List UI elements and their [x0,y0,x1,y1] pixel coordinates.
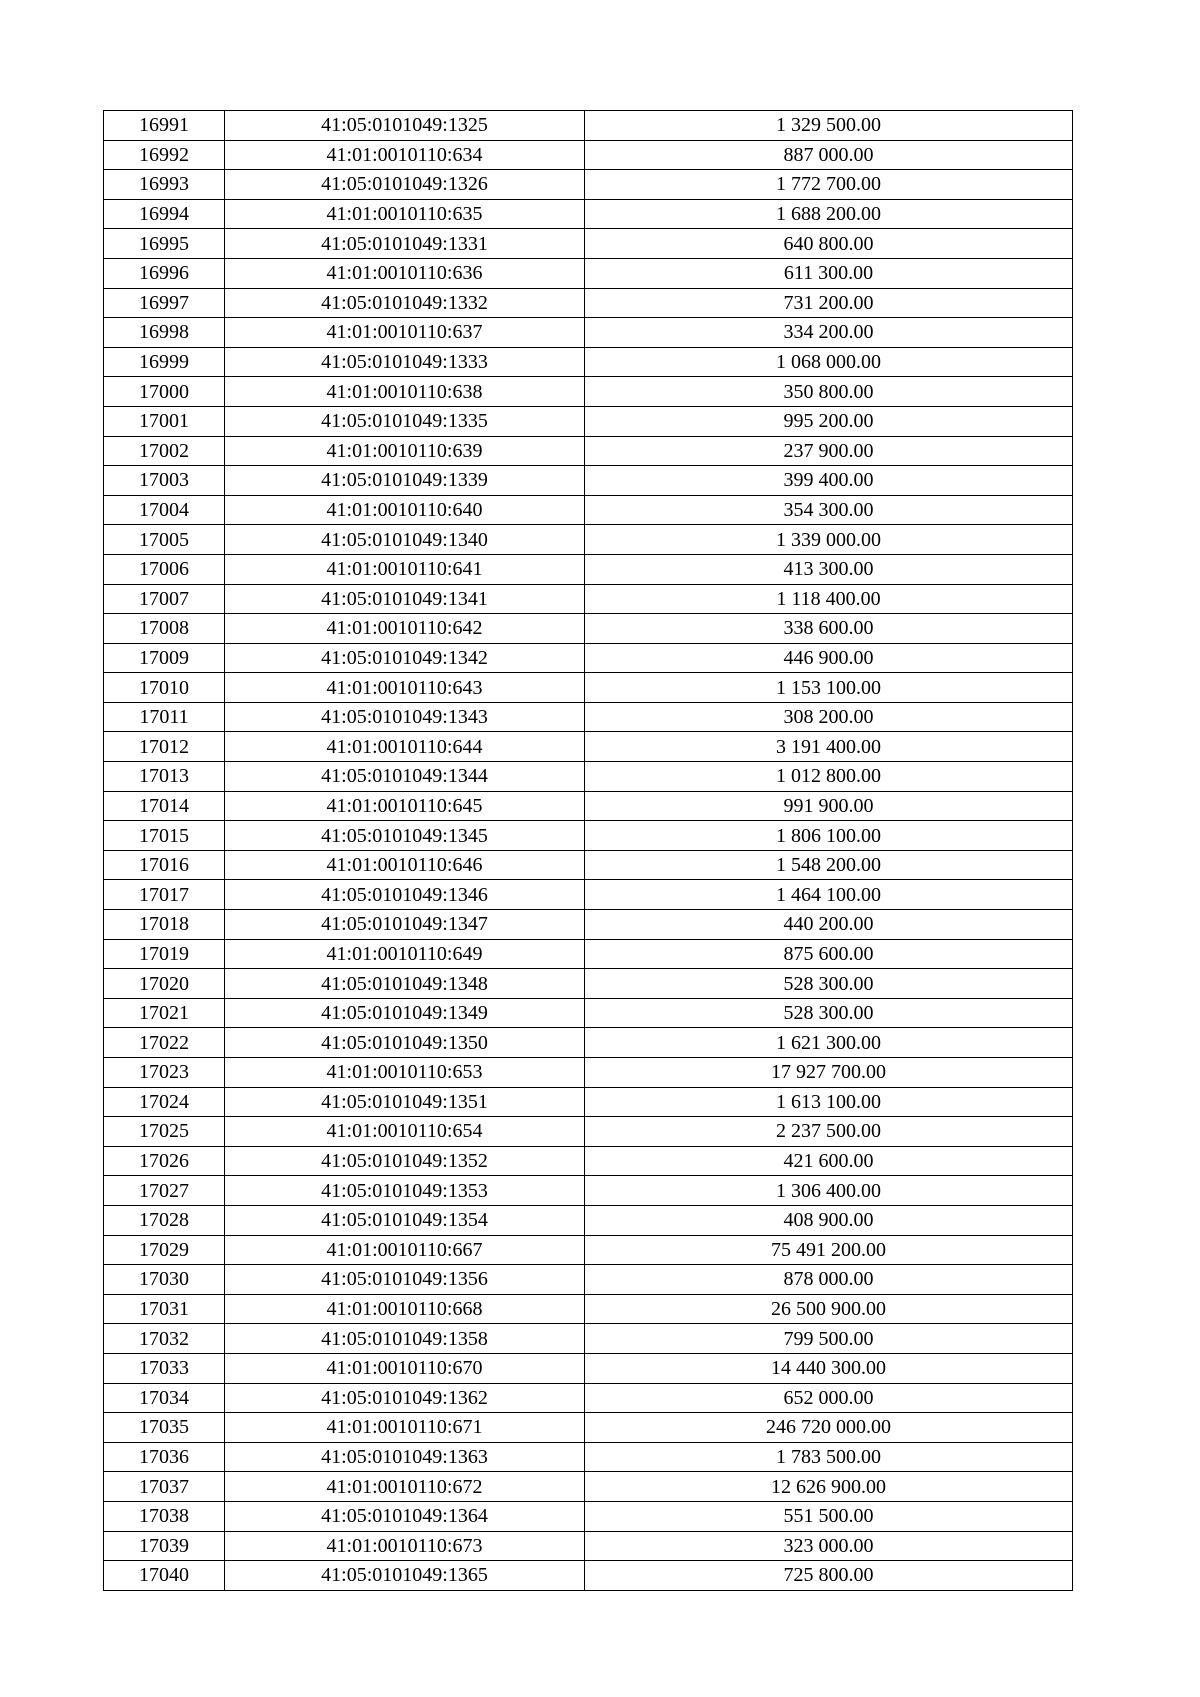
row-number-cell: 16993 [104,170,225,200]
table-row [104,1353,1073,1383]
cadastral-value-cell: 399 400.00 [585,466,1073,496]
table-row [104,1501,1073,1531]
row-number-cell: 17025 [104,1117,225,1147]
table-row [104,436,1073,466]
cadastral-number-cell: 41:05:0101049:1339 [225,466,585,496]
cadastral-number-cell: 41:05:0101049:1353 [225,1176,585,1206]
row-number-cell: 16992 [104,140,225,170]
row-number-cell: 17023 [104,1058,225,1088]
cadastral-number-cell: 41:01:0010110:642 [225,614,585,644]
table-row [104,1324,1073,1354]
row-number-cell: 17011 [104,702,225,732]
cadastral-value-cell: 1 772 700.00 [585,170,1073,200]
cadastral-number-cell: 41:01:0010110:673 [225,1531,585,1561]
cadastral-number-cell: 41:01:0010110:645 [225,791,585,821]
cadastral-number-cell: 41:05:0101049:1347 [225,910,585,940]
cadastral-number-cell: 41:05:0101049:1332 [225,288,585,318]
row-number-cell: 17006 [104,554,225,584]
row-number-cell: 17019 [104,939,225,969]
table-row [104,702,1073,732]
cadastral-number-cell: 41:05:0101049:1354 [225,1205,585,1235]
row-number-cell: 17004 [104,495,225,525]
table-row [104,1058,1073,1088]
cadastral-number-cell: 41:05:0101049:1364 [225,1501,585,1531]
table-row [104,1087,1073,1117]
row-number-cell: 17010 [104,673,225,703]
table-row [104,1265,1073,1295]
cadastral-value-cell: 338 600.00 [585,614,1073,644]
row-number-cell: 17029 [104,1235,225,1265]
table-row [104,821,1073,851]
cadastral-value-cell: 12 626 900.00 [585,1472,1073,1502]
cadastral-value-cell: 725 800.00 [585,1561,1073,1591]
table-row [104,791,1073,821]
cadastral-value-cell: 799 500.00 [585,1324,1073,1354]
table-row [104,762,1073,792]
cadastral-number-cell: 41:01:0010110:649 [225,939,585,969]
table-body [104,111,1073,1591]
cadastral-number-cell: 41:05:0101049:1335 [225,406,585,436]
cadastral-value-cell: 887 000.00 [585,140,1073,170]
table-row [104,1294,1073,1324]
row-number-cell: 17030 [104,1265,225,1295]
cadastral-number-cell: 41:05:0101049:1358 [225,1324,585,1354]
row-number-cell: 17028 [104,1205,225,1235]
cadastral-number-cell: 41:01:0010110:634 [225,140,585,170]
cadastral-number-cell: 41:05:0101049:1333 [225,347,585,377]
table-row [104,170,1073,200]
cadastral-number-cell: 41:01:0010110:640 [225,495,585,525]
row-number-cell: 17000 [104,377,225,407]
table-row [104,673,1073,703]
cadastral-value-cell: 75 491 200.00 [585,1235,1073,1265]
cadastral-value-cell: 991 900.00 [585,791,1073,821]
cadastral-value-cell: 3 191 400.00 [585,732,1073,762]
cadastral-value-cell: 1 613 100.00 [585,1087,1073,1117]
row-number-cell: 17018 [104,910,225,940]
row-number-cell: 17005 [104,525,225,555]
table-row [104,466,1073,496]
row-number-cell: 17016 [104,850,225,880]
table-row [104,1413,1073,1443]
table-row [104,1146,1073,1176]
cadastral-value-cell: 2 237 500.00 [585,1117,1073,1147]
cadastral-number-cell: 41:05:0101049:1349 [225,998,585,1028]
cadastral-number-cell: 41:05:0101049:1325 [225,111,585,141]
row-number-cell: 17033 [104,1353,225,1383]
table-row [104,910,1073,940]
row-number-cell: 17027 [104,1176,225,1206]
cadastral-number-cell: 41:05:0101049:1350 [225,1028,585,1058]
table-row [104,1442,1073,1472]
row-number-cell: 17031 [104,1294,225,1324]
row-number-cell: 17012 [104,732,225,762]
cadastral-number-cell: 41:01:0010110:670 [225,1353,585,1383]
cadastral-value-cell: 1 306 400.00 [585,1176,1073,1206]
table-row [104,140,1073,170]
cadastral-value-cell: 1 688 200.00 [585,199,1073,229]
cadastral-value-cell: 323 000.00 [585,1531,1073,1561]
table-row [104,1561,1073,1591]
cadastral-value-cell: 528 300.00 [585,998,1073,1028]
cadastral-value-cell: 237 900.00 [585,436,1073,466]
table-row [104,998,1073,1028]
cadastral-number-cell: 41:05:0101049:1351 [225,1087,585,1117]
cadastral-number-cell: 41:01:0010110:639 [225,436,585,466]
table-row [104,643,1073,673]
row-number-cell: 17008 [104,614,225,644]
cadastral-value-cell: 1 012 800.00 [585,762,1073,792]
row-number-cell: 16997 [104,288,225,318]
row-number-cell: 16991 [104,111,225,141]
row-number-cell: 16996 [104,258,225,288]
cadastral-value-cell: 652 000.00 [585,1383,1073,1413]
row-number-cell: 16998 [104,318,225,348]
table-row [104,1383,1073,1413]
cadastral-number-cell: 41:01:0010110:641 [225,554,585,584]
cadastral-number-cell: 41:05:0101049:1342 [225,643,585,673]
cadastral-number-cell: 41:01:0010110:636 [225,258,585,288]
table-row [104,939,1073,969]
row-number-cell: 17034 [104,1383,225,1413]
table-row [104,1531,1073,1561]
table-row [104,969,1073,999]
cadastral-value-cell: 875 600.00 [585,939,1073,969]
row-number-cell: 16994 [104,199,225,229]
cadastral-number-cell: 41:01:0010110:646 [225,850,585,880]
cadastral-number-cell: 41:01:0010110:637 [225,318,585,348]
row-number-cell: 17003 [104,466,225,496]
row-number-cell: 17009 [104,643,225,673]
row-number-cell: 17032 [104,1324,225,1354]
table-row [104,318,1073,348]
table-row [104,199,1073,229]
cadastral-value-cell: 878 000.00 [585,1265,1073,1295]
table-row [104,377,1073,407]
table-row [104,584,1073,614]
cadastral-number-cell: 41:01:0010110:643 [225,673,585,703]
cadastral-number-cell: 41:05:0101049:1356 [225,1265,585,1295]
cadastral-number-cell: 41:05:0101049:1331 [225,229,585,259]
cadastral-number-cell: 41:05:0101049:1341 [225,584,585,614]
cadastral-number-cell: 41:05:0101049:1340 [225,525,585,555]
cadastral-number-cell: 41:01:0010110:654 [225,1117,585,1147]
cadastral-number-cell: 41:05:0101049:1346 [225,880,585,910]
table-row [104,347,1073,377]
cadastral-value-cell: 246 720 000.00 [585,1413,1073,1443]
cadastral-value-cell: 408 900.00 [585,1205,1073,1235]
cadastral-value-cell: 1 118 400.00 [585,584,1073,614]
cadastral-number-cell: 41:01:0010110:671 [225,1413,585,1443]
table-row [104,614,1073,644]
cadastral-number-cell: 41:01:0010110:672 [225,1472,585,1502]
cadastral-number-cell: 41:05:0101049:1345 [225,821,585,851]
cadastral-number-cell: 41:01:0010110:638 [225,377,585,407]
row-number-cell: 17014 [104,791,225,821]
row-number-cell: 17013 [104,762,225,792]
cadastral-value-cell: 1 464 100.00 [585,880,1073,910]
table-row [104,258,1073,288]
table-row [104,1472,1073,1502]
cadastral-value-cell: 421 600.00 [585,1146,1073,1176]
cadastral-number-cell: 41:05:0101049:1343 [225,702,585,732]
cadastral-value-cell: 446 900.00 [585,643,1073,673]
cadastral-value-cell: 308 200.00 [585,702,1073,732]
row-number-cell: 16999 [104,347,225,377]
row-number-cell: 17024 [104,1087,225,1117]
cadastral-value-cell: 1 806 100.00 [585,821,1073,851]
table-row [104,1117,1073,1147]
table-row [104,495,1073,525]
cadastral-number-cell: 41:01:0010110:667 [225,1235,585,1265]
cadastral-number-cell: 41:05:0101049:1363 [225,1442,585,1472]
cadastral-number-cell: 41:01:0010110:668 [225,1294,585,1324]
cadastral-value-cell: 528 300.00 [585,969,1073,999]
table-row [104,554,1073,584]
table-row [104,850,1073,880]
row-number-cell: 17026 [104,1146,225,1176]
row-number-cell: 17007 [104,584,225,614]
table-row [104,1176,1073,1206]
table-row [104,1205,1073,1235]
row-number-cell: 17040 [104,1561,225,1591]
row-number-cell: 17039 [104,1531,225,1561]
cadastral-value-cell: 1 339 000.00 [585,525,1073,555]
cadastral-number-cell: 41:05:0101049:1348 [225,969,585,999]
cadastral-value-cell: 1 329 500.00 [585,111,1073,141]
cadastral-value-cell: 995 200.00 [585,406,1073,436]
row-number-cell: 17020 [104,969,225,999]
cadastral-value-cell: 334 200.00 [585,318,1073,348]
row-number-cell: 17022 [104,1028,225,1058]
table-row [104,1235,1073,1265]
cadastral-number-cell: 41:05:0101049:1362 [225,1383,585,1413]
row-number-cell: 17036 [104,1442,225,1472]
row-number-cell: 17038 [104,1501,225,1531]
cadastral-value-cell: 26 500 900.00 [585,1294,1073,1324]
row-number-cell: 17015 [104,821,225,851]
cadastral-value-cell: 354 300.00 [585,495,1073,525]
table-row [104,229,1073,259]
table-row [104,525,1073,555]
cadastral-value-cell: 611 300.00 [585,258,1073,288]
cadastral-number-cell: 41:05:0101049:1344 [225,762,585,792]
cadastral-value-cell: 731 200.00 [585,288,1073,318]
cadastral-number-cell: 41:01:0010110:644 [225,732,585,762]
row-number-cell: 17035 [104,1413,225,1443]
row-number-cell: 16995 [104,229,225,259]
cadastral-value-cell: 350 800.00 [585,377,1073,407]
cadastral-number-cell: 41:05:0101049:1365 [225,1561,585,1591]
cadastral-value-cell: 440 200.00 [585,910,1073,940]
cadastral-number-cell: 41:05:0101049:1352 [225,1146,585,1176]
table-row [104,288,1073,318]
cadastral-value-cell: 1 621 300.00 [585,1028,1073,1058]
cadastral-value-cell: 14 440 300.00 [585,1353,1073,1383]
row-number-cell: 17002 [104,436,225,466]
cadastral-number-cell: 41:05:0101049:1326 [225,170,585,200]
table-row [104,1028,1073,1058]
cadastral-number-cell: 41:01:0010110:653 [225,1058,585,1088]
table-row [104,732,1073,762]
cadastral-value-cell: 551 500.00 [585,1501,1073,1531]
row-number-cell: 17021 [104,998,225,1028]
table-row [104,880,1073,910]
table-row [104,406,1073,436]
row-number-cell: 17017 [104,880,225,910]
cadastral-value-cell: 640 800.00 [585,229,1073,259]
row-number-cell: 17037 [104,1472,225,1502]
table-row [104,111,1073,141]
cadastral-value-cell: 1 783 500.00 [585,1442,1073,1472]
row-number-cell: 17001 [104,406,225,436]
cadastral-value-cell: 1 068 000.00 [585,347,1073,377]
cadastral-value-cell: 1 153 100.00 [585,673,1073,703]
cadastral-number-cell: 41:01:0010110:635 [225,199,585,229]
cadastral-value-table [103,110,1073,1591]
cadastral-value-cell: 413 300.00 [585,554,1073,584]
cadastral-value-cell: 17 927 700.00 [585,1058,1073,1088]
cadastral-value-cell: 1 548 200.00 [585,850,1073,880]
